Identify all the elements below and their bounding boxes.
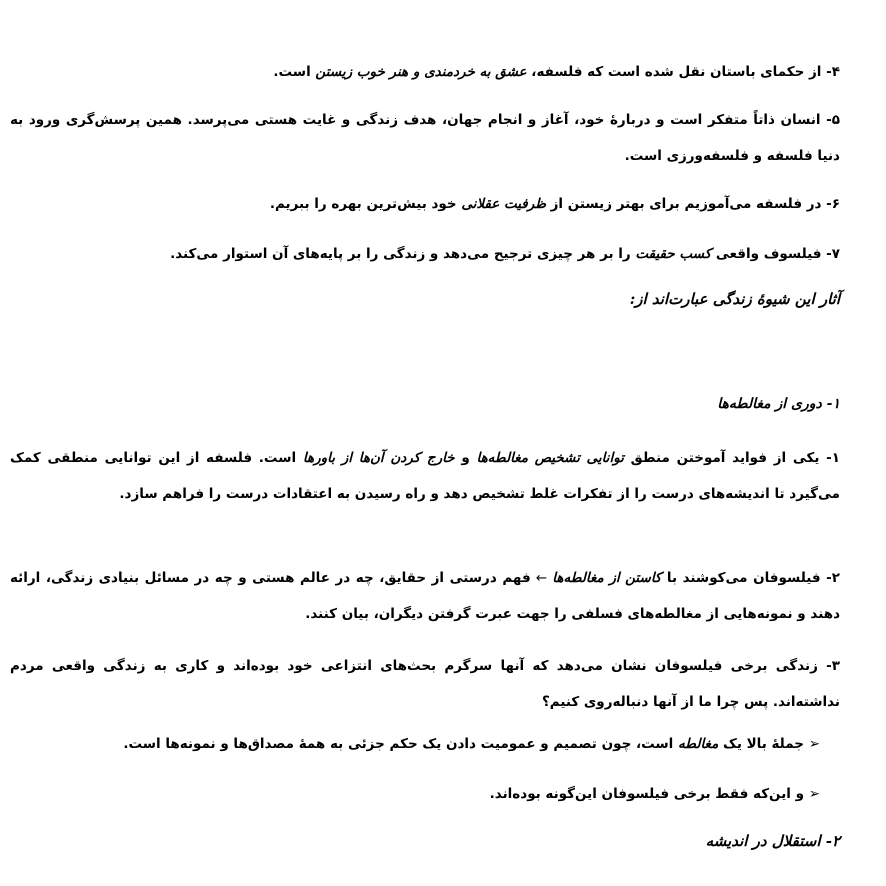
section-heading-2: ۲- استقلال در اندیشه <box>705 832 840 850</box>
highlight: کسب حقیقت <box>635 246 712 262</box>
section-heading-1: ۱- دوری از مغالطه‌ها <box>717 396 840 412</box>
item-number: ۲- <box>826 570 840 586</box>
paragraph-4: ۴- از حکمای باستان نقل شده است که فلسفه، عشق به خردمندی و هنر خوب زیستن است. <box>273 64 840 80</box>
paragraph-q3: ۳- زندگی برخی فیلسوفان نشان می‌دهد که آنها سرگرم بحث‌های انتزاعی خود بوده‌اند و کاری به زندگی واقعی مردم نداشته‌اند. پس چرا ما از آنها دنباله‌روی کنیم؟ <box>10 658 840 710</box>
highlight: توانایی تشخیص مغالطه‌ها <box>476 450 624 466</box>
highlight: مغالطه <box>678 736 719 752</box>
highlight: ظرفیت عقلانی <box>461 196 546 212</box>
item-number: ۱- <box>826 450 840 466</box>
arrowhead-bullet-icon: ➢ <box>808 736 820 752</box>
item-number: ۵- <box>826 112 840 128</box>
item-number: ۳- <box>826 658 840 674</box>
item-number: ۶- <box>826 196 840 212</box>
paragraph-7: ۷- فیلسوف واقعی کسب حقیقت را بر هر چیزی ترجیح می‌دهد و زندگی را بر پایه‌های آن استوار می‌کند. <box>170 246 840 262</box>
highlight: خارج کردن آن‌ها از باورها <box>302 450 455 466</box>
arrow-left-icon: ← <box>530 570 553 586</box>
bullet-1: ➢ جملهٔ بالا یک مغالطه است، چون تصمیم و عمومیت دادن یک حکم جزئی به همهٔ مصداق‌ها و نمونه‌ها است. <box>123 736 820 752</box>
paragraph-5: ۵- انسان ذاتاً متفکر است و دربارهٔ خود، آغاز و انجام جهان، هدف زندگی و غایت هستی می‌پرسد. همین پرسش‌گری ورود به دنیا فلسفه و فلسفه‌ورزی است. <box>10 112 840 164</box>
item-number: ۴- <box>826 64 840 80</box>
arrowhead-bullet-icon: ➢ <box>808 786 820 802</box>
paragraph-q1: ۱- یکی از فواید آموختن منطق توانایی تشخیص مغالطه‌ها و خارج کردن آن‌ها از باورها است. فلسفه از این توانایی منطقی کمک می‌گیرد تا اندیشه‌های درست را از تفکرات غلط تشخیص دهد و راه رسیدن به اعتقادات درست را فراهم سازد. <box>10 450 840 502</box>
highlight: کاستن از مغالطه‌ها <box>552 570 662 586</box>
bullet-2: ➢ و این‌که فقط برخی فیلسوفان این‌گونه بوده‌اند. <box>489 786 820 802</box>
section-heading-effects: آثار این شیوهٔ زندگی عبارت‌اند از: <box>629 290 840 308</box>
paragraph-q2: ۲- فیلسوفان می‌کوشند با کاستن از مغالطه‌ها ← فهم درستی از حقایق، چه در عالم هستی و چه در مسائل بنیادی زندگی، ارائه دهند و نمونه‌هایی از مغالطه‌های فسلفی را جهت عبرت گرفتن دیگران، بیان کنند. <box>10 570 840 622</box>
highlight: عشق به خردمندی و هنر خوب زیستن <box>315 64 527 80</box>
paragraph-6: ۶- در فلسفه می‌آموزیم برای بهتر زیستن از ظرفیت عقلانی خود بیش‌ترین بهره را ببریم. <box>269 196 840 212</box>
item-number: ۷- <box>826 246 840 262</box>
